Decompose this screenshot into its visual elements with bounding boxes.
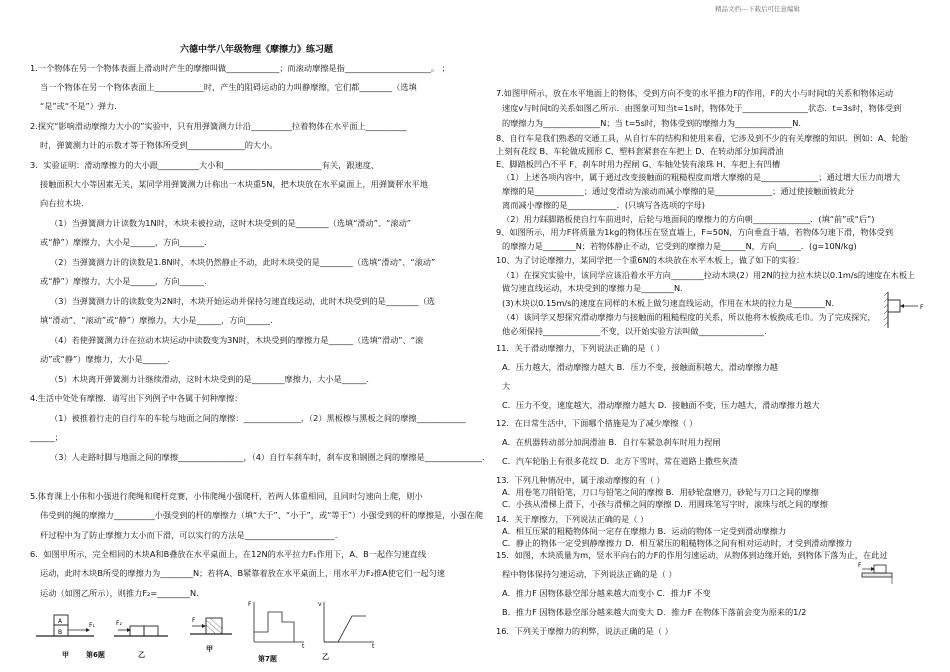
left-text-line: （1）被推着行走的自行车的车轮与地面之间的摩擦：______________，（2）黑板檫与黑板之间的摩擦____________ (50, 413, 466, 423)
page-title: 六德中学八年级物理《摩擦力》练习题 (180, 45, 334, 55)
left-text-line: 接触面积大小等因素无关，某同学用弹簧测力计称出一木块重5N，把木块放在水平桌面上，用弹簧秤水平地 (40, 179, 428, 189)
left-text-line: （2）当弹簧测力计的读数是1.8N时，木块仍然静止不动，此时木块受的是________（选填“滑动”、“滚动” (50, 257, 436, 267)
left-text-line: 3．实验证明：滑动摩擦力的大小跟__________大小和________________________有关，跟速度、 (30, 160, 380, 170)
axis-label-v: v (318, 601, 322, 608)
right-text-line: 16．下列关于摩擦力的利弊，说法正确的是（ ） (496, 626, 673, 636)
left-text-line: 5.体育课上小伟和小强进行爬绳和爬杆竞赛，小伟爬绳小强爬杆，若两人体重相同，且同时匀速向上爬，则小 (30, 491, 423, 501)
right-text-line: B．推力F 因物体悬空部分越来越大而变大 D．推力F 在物体下落前会变为原来的1/2 (502, 607, 807, 617)
figure-7-ft-graph (246, 598, 308, 652)
right-text-line: 14．关于摩擦力，下列说法正确的是（ ） (496, 514, 649, 524)
right-text-line: C．压力不变，速度越大，滑动摩擦力越大 D．接触面不变，压力越大，滑动摩擦力越大 (502, 400, 820, 410)
left-text-line: “是”或“不是”）弹力. (40, 101, 117, 111)
label-f-15: F (858, 562, 862, 569)
left-text-line: 向右拉木块. (40, 198, 84, 208)
left-text-line: 填“滑动”、“滚动”或“静”）摩擦力，大小是______，方向______. (40, 315, 273, 325)
left-text-line: 动”或“静”）摩擦力，大小是______. (40, 354, 170, 364)
figure-7-vt-graph (316, 598, 378, 652)
right-text-line: A．压力越大，滑动摩擦力越大 B．压力不变，接触面积越大，滑动摩擦力越 (502, 362, 778, 372)
right-text-line: （2）用力踩脚踏板使自行车前进时，后轮与地面间的摩擦力的方向朝______________．(填“前”或“后”) (502, 214, 875, 224)
right-text-line: C．小孩从滑梯上滑下，小孩与滑梯之间的摩擦 D．用圆珠笔写字时，滚珠与纸之间的摩擦 (502, 499, 828, 509)
right-text-line: 离而减小摩擦的是____________．(只填写各选项的字母) (502, 200, 705, 210)
right-text-line: 11．关于滑动摩擦力，下列说法正确的是（ ） (496, 343, 665, 353)
figure-6-caption: 第6题 (86, 651, 105, 659)
right-text-line: C．汽车轮胎上有很多花纹 D．北方下雪时，常在道路上撒些灰渣 (502, 456, 738, 466)
right-text-line: E、脚踏板凹凸不平 F、刹车时用力捏闸 G、车轴处装有滚珠 H、车把上有凹槽 (496, 159, 781, 169)
page-header: 精品文档---下载后可任意编辑 (714, 5, 800, 13)
right-text-line: （1）在探究实验中，该同学应该沿着水平方向________拉动木块(2）用2N的拉力拉木块以0.1m/s的速度在木板上 (502, 270, 916, 280)
right-text-line: 他必须保持______________不变，以开始实验方法叫做________________. (502, 326, 767, 336)
figure-6-jia (34, 612, 104, 646)
label-f1: F₁ (89, 622, 95, 629)
right-text-line: （4）该同学又想探究滑动摩擦力与接触面的粗糙程度的关系，所以他将木板换成毛巾。为了完成探究， (502, 312, 876, 322)
right-text-line: 上刻有花纹 B、车轮做成圆形 C、塑料套紧套在车把上 D、在转动部分加润滑油 (496, 146, 784, 156)
right-text-line: 的摩擦力为______________N；当 t=5s时，物体受到的摩擦力为______________N. (502, 118, 802, 128)
right-text-line: 程中物体保持匀速运动，下列说法正确的是（ ） (502, 569, 677, 579)
yi-label-7: 乙 (322, 653, 329, 661)
left-text-line: （5）木块离开弹簧测力计继续滑动，这时木块受到的是________摩擦力，大小是______. (50, 374, 369, 384)
right-text-line: 的摩擦力是________N；若物体静止不动，它受到的摩擦力是______N，方向______．(g=10N/kg) (502, 241, 857, 251)
left-text-line: 当一个物体在另一个物体表面上____________时，产生的阻碍运动的力叫静摩擦，它们都________（选填 (40, 82, 417, 92)
left-text-line: 或“静”）摩擦力，大小是______，方向______. (40, 276, 207, 286)
left-text-line: 1.一个物体在另一个物体表面上滑动时产生的摩擦叫做_____________；而滚动摩擦是指_____________________。 ； (30, 63, 450, 73)
left-text-line: 2.探究“影响滑动摩擦力大小的”实验中，只有用弹簧测力计沿__________拉着物体在水平面上__________ (30, 121, 407, 131)
label-f-wall: F (920, 304, 924, 311)
left-text-line: 4.生活中处处有摩擦．请写出下列例子中各属于何种摩擦： (30, 393, 243, 403)
left-text-line: 运动，此时木块B所受的摩擦力为________N；若将A、B紧靠着放在水平桌面上，用水平力F₂推A使它们一起匀速 (40, 568, 445, 578)
figure-7-jia (186, 604, 236, 644)
jia-label-6: 甲 (62, 651, 69, 659)
right-text-line: 10、为了讨论摩擦力，某同学把一个重6N的木块放在水平木板上，做了如下的实验： (496, 255, 805, 265)
label-b: B (58, 629, 63, 636)
figure-7-caption: 第7题 (258, 655, 277, 663)
label-f: F (192, 617, 196, 624)
axis-label-f: F (248, 601, 252, 608)
right-text-line: （1）上述各项内容中，属于通过改变接触面的粗糙程度而增大摩擦的是______________；通过增大压力而增大 (502, 172, 901, 182)
figure-10-block (884, 290, 930, 334)
right-text-line: 做匀速直线运动，木块受到的摩擦力是________N. (502, 283, 683, 293)
left-text-line: （3）人走路时脚与地面之间的摩擦________________，（4）自行车刹车时，刹车皮和钢圈之间的摩擦是______________． (50, 452, 491, 462)
right-text-line: 大 (502, 381, 511, 391)
right-text-line: 8、自行车是我们熟悉的交通工具，从自行车的结构和使用来看，它涉及到不少的有关摩擦的知识．例如：A、轮胎 (496, 133, 908, 143)
right-text-line: 13．下列几种情况中，属于滚动摩擦的有（ ） (496, 475, 665, 485)
left-text-line: 或“静”）摩擦力，大小是______，方向______. (40, 237, 207, 247)
left-text-line: 伟受到的绳的摩擦力__________小强受到的杆的摩擦力（填“大于”、“小于”，或“等于”）小强受到的杆的摩擦是，小强在爬 (40, 510, 484, 520)
right-text-line: C．静止的物体一定受到静摩擦力 D．相互紧压的粗糙物体之间有相对运动时，才受到滑动摩擦力 (502, 538, 853, 548)
label-a: A (58, 618, 63, 625)
figure-15-block (854, 560, 914, 588)
jia-label-7: 甲 (206, 645, 213, 653)
right-text-line: A．推力F 因物体悬空部分越来越大而变小 C．推力F 不变 (502, 588, 711, 598)
left-text-line: （1）当弹簧测力计读数为1N时，木块未被拉动，这时木块受到的是________（选填“滑动”、“滚动” (50, 218, 412, 228)
left-text-line: （4）若使弹簧测力计在拉动木块运动中读数变为3N时，木块受到的摩擦力是______（选填“滑动”、“滚 (50, 335, 424, 345)
left-text-line: 运动（如图乙所示），则推力F₂=________N. (40, 588, 199, 598)
right-text-line: A．在机器转动部分加润滑油 B．自行车紧急刹车时用力捏闸 (502, 437, 721, 447)
left-text-line: 时，弹簧测力计的示数才等于物体所受到______________的大小。 (40, 140, 278, 150)
left-text-line: 杆过程中为了防止摩擦力太小而下滑，可以实行的方法是______________________. (40, 530, 338, 540)
right-text-line: 9、如图所示，用力F将质量为1kg的物体压在竖直墙上，F=50N，方向垂直于墙，若物体匀速下滑，物体受到 (496, 227, 894, 237)
right-text-line: 7.如图甲所示，放在水平地面上的物体，受到方向不变的水平推力F的作用，F的大小与时间t的关系和物体运动 (496, 88, 894, 98)
right-text-line: 摩擦的是____________；通过变滑动为滚动而减小摩擦的是______________；通过使接触面彼此分 (502, 186, 855, 196)
left-text-line: （3）当弹簧测力计的读数变为2N时，木块开始运动并保持匀速直线运动，此时木块受到的是________（选 (50, 296, 435, 306)
yi-label-6: 乙 (138, 651, 145, 659)
right-text-line: (3)木块以0.15m/s的速度在同样的木板上做匀速直线运动，作用在木块的拉力是________N. (502, 298, 834, 308)
right-text-line: 15．如图，木块质量为m，竖水平向右的力F的作用匀速运动，从物体到边缘开始，到物体下落为止，在此过 (496, 550, 888, 560)
axis-label-t2: t (372, 643, 375, 648)
right-text-line: A．相互压紧的粗糙物体间一定存在摩擦力 B．运动的物体一定受到滑动摩擦力 (502, 526, 787, 536)
right-text-line: A．用卷笔刀削铅笔，刀口与铅笔之间的摩擦 B．用砂轮盘磨刀，砂轮与刀口之间的摩擦 (502, 487, 819, 497)
right-text-line: 12．在日常生活中，下面哪个措施是为了减少摩擦（ ） (496, 418, 698, 428)
left-text-line: 6．如图甲所示，完全相同的木块A和B叠放在水平桌面上，在12N的水平拉力F₁作用下，A、B一起作匀速直线 (30, 549, 427, 559)
figure-6-yi (112, 612, 172, 646)
left-text-line: ______； (30, 432, 63, 442)
label-f2: F₂ (116, 620, 122, 627)
right-text-line: 速度v与时间t的关系如图乙所示．由图象可知当t=1s时，物体处于________________状态．t=3s时，物体受到 (502, 103, 902, 113)
axis-label-t: t (302, 643, 305, 648)
